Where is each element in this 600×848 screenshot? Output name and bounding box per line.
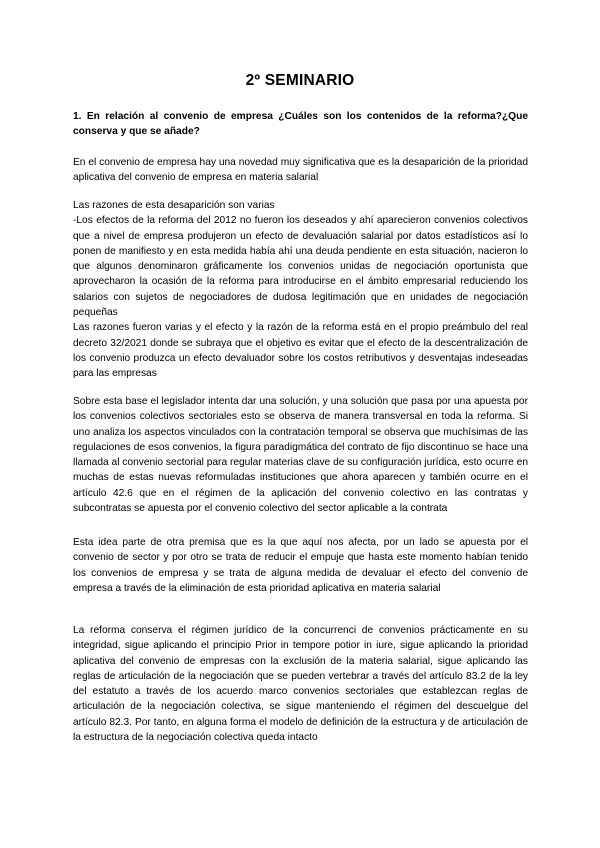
question-text: 1. En relación al convenio de empresa ¿Cuáles son los contenidos de la reforma?¿Que conserva y que se añade? — [73, 111, 528, 138]
paragraph-text: Esta idea parte de otra premisa que es la que aquí nos afecta, por un lado se apuesta por el convenio de sector y por otro se trata de reducir el empuje que hasta este momento habían tenido los convenios de empresa y se trata de alguna medida de devaluar el efecto del convenio de empresa a través de la eliminación de esta prioridad aplicativa en materia salarial — [73, 537, 528, 594]
paragraph-solution — [73, 394, 528, 516]
paragraph-intro — [73, 155, 528, 186]
paragraph-reasons — [73, 198, 528, 382]
paragraph-text: La reforma conserva el régimen jurídico de la concurrenci de convenios prácticamente en su integridad, sigue aplicando el principio Prior in tempore potior in iure, sigue aplicando la prioridad aplicativa del convenio de empresas con la exclusión de la materia salarial, sigue aplicando las reglas de articulación de la negociación que se pueden vertebrar a través del artículo 83.2 de la ley del estatuto a través de los acuerdo marco convenios sectoriales que establezcan reglas de articulación de la negociación colectiva, se sigue manteniendo el régimen del descuelgue del artículo 82.3. Por tanto, en alguna forma el modelo de definición de la estructura y de articulación de la estructura de la negociación colectiva queda intacto — [73, 625, 528, 744]
paragraph-premise — [73, 535, 528, 596]
question-heading — [73, 109, 528, 140]
paragraph-text: Las razones de esta desaparición son varias — [73, 200, 275, 211]
page-title: 2º SEMINARIO — [245, 72, 355, 89]
paragraph-text: -Los efectos de la reforma del 2012 no fueron los deseados y ahí aparecieron convenios colectivos que a nivel de empresa produjeron un efecto de devaluación salarial por datos estadísticos así lo ponen de manifiesto y en esta medida había ahí una deuda pendiente en esta situación, nacieron lo que algunos denominaron gráficamente los convenios unidas de negociación oportunista que aprovecharon la ocasión de la reforma para introducirse en el ámbito empresarial reduciendo los salarios con sujetos de negociadores de dudosa legitimación que en unidades de negociación pequeñas — [73, 215, 528, 319]
paragraph-text: Las razones fueron varias y el efecto y la razón de la reforma está en el propio preámbulo del real decreto 32/2021 donde se subraya que el objetivo es evitar que el efecto de la descentralización de los convenio produzca un efecto devaluador sobre los costos retributivos y desventajas indeseadas para las empresas — [73, 322, 528, 380]
paragraph-text: En el convenio de empresa hay una novedad muy significativa que es la desaparición de la prioridad aplicativa del convenio de empresa en materia salarial — [73, 157, 528, 184]
paragraph-conservation — [73, 623, 528, 745]
paragraph-text: Sobre esta base el legislador intenta dar una solución, y una solución que pasa por una apuesta por los convenios colectivos sectoriales esto se observa de manera transversal en toda la reforma. Si uno analiza los aspectos vinculados con la contratación temporal se observa que muchísimas de las regulaciones de esos convenios, la figura paradigmática del contrato de fijo discontinuo se hace una llamada al convenio sectorial para regular materias clave de su configuración jurídica, esto ocurre en muchas de estas nuevas reformuladas instituciones que ahora aparecen y también ocurre en el artículo 42.6 que en el régimen de la aplicación del convenio colectivo en las contratas y subcontratas se apuesta por el convenio colectivo del sector aplicable a la contrata — [73, 396, 528, 515]
